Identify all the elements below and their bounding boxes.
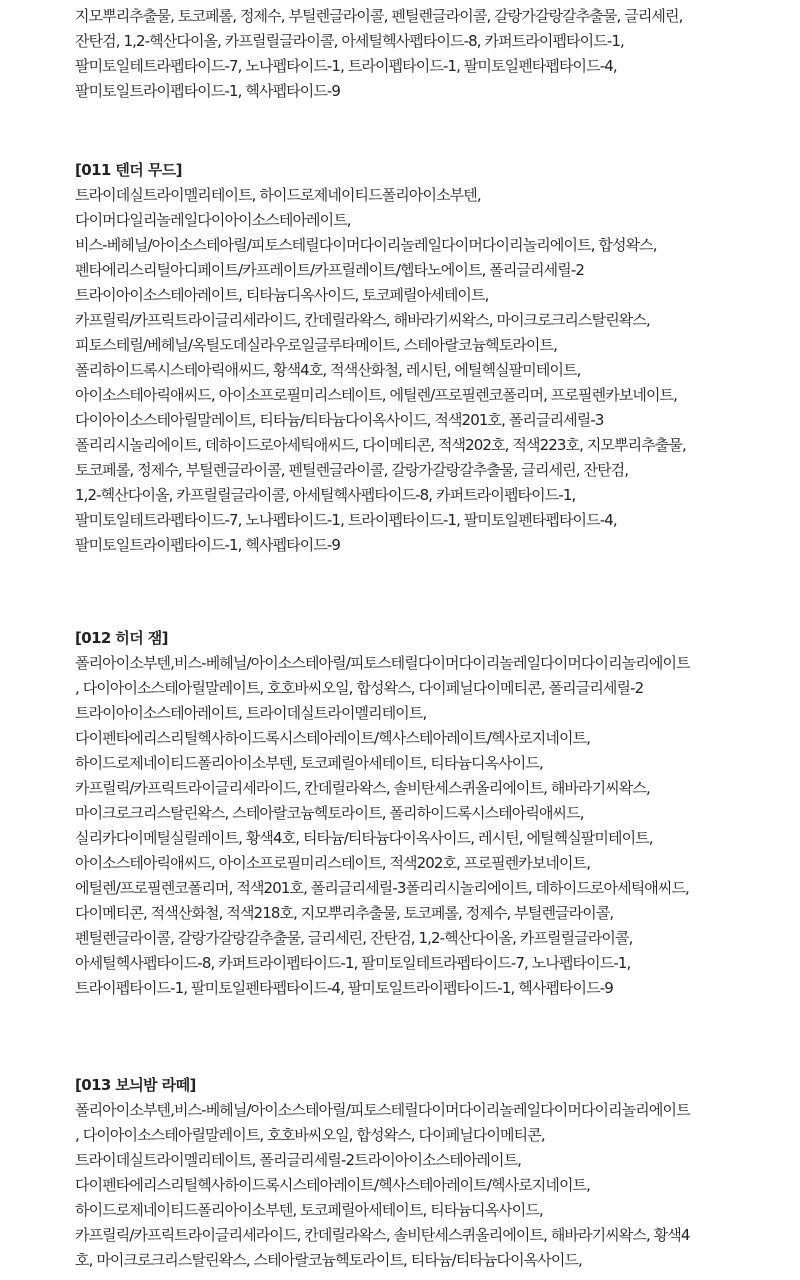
ingredient-line: 1,2-헥산다이올, 카프릴릴글라이콜, 아세틸헥사펩타이드-8, 카퍼트라이펩타이드-1, [75, 486, 576, 504]
ingredient-line: 토코페롤, 정제수, 부틸렌글라이콜, 펜틸렌글라이콜, 갈랑가갈랑갈추출물, 글리세린, 잔탄검, [75, 461, 629, 479]
section-012 [75, 626, 735, 1001]
section-title: [013 보늬밤 라떼] [75, 1076, 196, 1094]
ingredient-line: 폴리아이소부텐,비스-베헤닐/아이소스테아릴/피토스테릴다이머다이리놀레일다이머다이리놀리에이트 [75, 1101, 690, 1119]
section-title: [011 텐더 무드] [75, 161, 182, 179]
ingredient-line: 트라이아이소스테아레이트, 티타늄디옥사이드, 토코페릴아세테이트, [75, 286, 489, 304]
ingredient-line: 에틸렌/프로필렌코폴리머, 적색201호, 폴리글리세릴-3폴리리시놀리에이트, 데하이드로아세틱애씨드, [75, 879, 689, 897]
ingredient-line: 실리카다이메틸실릴레이트, 황색4호, 티타늄/티타늄다이옥사이드, 레시틴, 에틸헥실팔미테이트, [75, 829, 653, 847]
ingredient-line: , 다이아이소스테아릴말레이트, 호호바씨오일, 합성왁스, 다이페닐다이메티콘, [75, 1126, 545, 1144]
ingredient-line: 호, 마이크로크리스탈린왁스, 스테아랄코늄헥토라이트, 티타늄/티타늄다이옥사이드, [75, 1251, 582, 1269]
ingredient-line: 카프릴릭/카프릭트라이글리세라이드, 칸데릴라왁스, 솔비탄세스퀴올리에이트, 해바라기씨왁스, 황색4 [75, 1226, 690, 1244]
section-title: [012 히더 잼] [75, 629, 168, 647]
previous-section-fragment [75, 4, 735, 104]
ingredient-line: 다이아이소스테아릴말레이트, 티타늄/티타늄다이옥사이드, 적색201호, 폴리글리세릴-3 [75, 411, 604, 429]
ingredient-line: 아이소스테아릭애씨드, 아이소프로필미리스테이트, 적색202호, 프로필렌카보네이트, [75, 854, 591, 872]
ingredient-line: 폴리리시놀리에이트, 데하이드로아세틱애씨드, 다이메티콘, 적색202호, 적색223호, 지모뿌리추출물, [75, 436, 686, 454]
ingredient-line: 아이소스테아릭애씨드, 아이소프로필미리스테이트, 에틸렌/프로필렌코폴리머, 프로필렌카보네이트, [75, 386, 678, 404]
ingredient-line: 트라이데실트라이멜리테이트, 하이드로제네이티드폴리아이소부텐, [75, 186, 481, 204]
ingredient-line: 다이메티콘, 적색산화철, 적색218호, 지모뿌리추출물, 토코페롤, 정제수, 부틸렌글라이콜, [75, 904, 614, 922]
ingredient-line: 다이머다일리놀레일다이아이소스테아레이트, [75, 211, 351, 229]
ingredient-line: 아세틸헥사펩타이드-8, 카퍼트라이펩타이드-1, 팔미토일테트라펩타이드-7, 노나펩타이드-1, [75, 954, 631, 972]
ingredient-line: 펜틸렌글라이콜, 갈랑가갈랑갈추출물, 글리세린, 잔탄검, 1,2-헥산다이올, 카프릴릴글라이콜, [75, 929, 633, 947]
ingredient-line: 하이드로제네이티드폴리아이소부텐, 토코페릴아세테이트, 티타늄디옥사이드, [75, 1201, 543, 1219]
ingredient-line: 다이펜타에리스리틸헥사하이드록시스테아레이트/헥사스테아레이트/헥사로지네이트, [75, 1176, 591, 1194]
ingredient-line: 팔미토일테트라펩타이드-7, 노나펩타이드-1, 트라이펩타이드-1, 팔미토일펜타펩타이드-4, [75, 57, 617, 75]
ingredient-line: 펜타에리스리틸아디페이트/카프레이트/카프릴레이트/헵타노에이트, 폴리글리세릴-2 [75, 261, 585, 279]
ingredient-line: 카프릴릭/카프릭트라이글리세라이드, 칸데릴라왁스, 해바라기씨왁스, 마이크로크리스탈린왁스, [75, 311, 650, 329]
ingredient-line: 팔미토일테트라펩타이드-7, 노나펩타이드-1, 트라이펩타이드-1, 팔미토일펜타펩타이드-4, [75, 511, 617, 529]
ingredient-line: 폴리아이소부텐,비스-베헤닐/아이소스테아릴/피토스테릴다이머다이리놀레일다이머다이리놀리에이트 [75, 654, 690, 672]
ingredient-line: 피토스테릴/베헤닐/옥틸도데실라우로일글루타메이트, 스테아랄코늄헥토라이트, [75, 336, 557, 354]
ingredient-line: 비스-베헤닐/아이소스테아릴/피토스테릴다이머다이리놀레일다이머다이리놀리에이트, 합성왁스, [75, 236, 657, 254]
ingredient-line: 지모뿌리추출물, 토코페롤, 정제수, 부틸렌글라이콜, 펜틸렌글라이콜, 갈랑가갈랑갈추출물, 글리세린, [75, 7, 683, 25]
ingredient-line: , 다이아이소스테아릴말레이트, 호호바씨오일, 합성왁스, 다이페닐다이메티콘, 폴리글리세릴-2 [75, 679, 644, 697]
ingredient-line: 다이펜타에리스리틸헥사하이드록시스테아레이트/헥사스테아레이트/헥사로지네이트, [75, 729, 591, 747]
ingredient-line: 팔미토일트라이펩타이드-1, 헥사펩타이드-9 [75, 536, 341, 554]
ingredient-line: 트라이아이소스테아레이트, 트라이데실트라이멜리테이트, [75, 704, 427, 722]
ingredient-line: 마이크로크리스탈린왁스, 스테아랄코늄헥토라이트, 폴리하이드록시스테아릭애씨드, [75, 804, 584, 822]
ingredient-line: 트라이펩타이드-1, 팔미토일펜타펩타이드-4, 팔미토일트라이펩타이드-1, 헥사펩타이드-9 [75, 979, 613, 997]
ingredient-line: 트라이데실트라이멜리테이트, 폴리글리세릴-2트라이아이소스테아레이트, [75, 1151, 522, 1169]
ingredient-line: 카프릴릭/카프릭트라이글리세라이드, 칸데릴라왁스, 솔비탄세스퀴올리에이트, 해바라기씨왁스, [75, 779, 650, 797]
ingredient-line: 팔미토일트라이펩타이드-1, 헥사펩타이드-9 [75, 82, 341, 100]
ingredient-line: 잔탄검, 1,2-헥산다이올, 카프릴릴글라이콜, 아세틸헥사펩타이드-8, 카퍼트라이펩타이드-1, [75, 32, 624, 50]
section-011 [75, 158, 735, 558]
ingredient-line: 하이드로제네이티드폴리아이소부텐, 토코페릴아세테이트, 티타늄디옥사이드, [75, 754, 543, 772]
ingredient-line: 폴리하이드록시스테아릭애씨드, 황색4호, 적색산화철, 레시틴, 에틸헥실팔미테이트, [75, 361, 581, 379]
section-013 [75, 1073, 735, 1273]
